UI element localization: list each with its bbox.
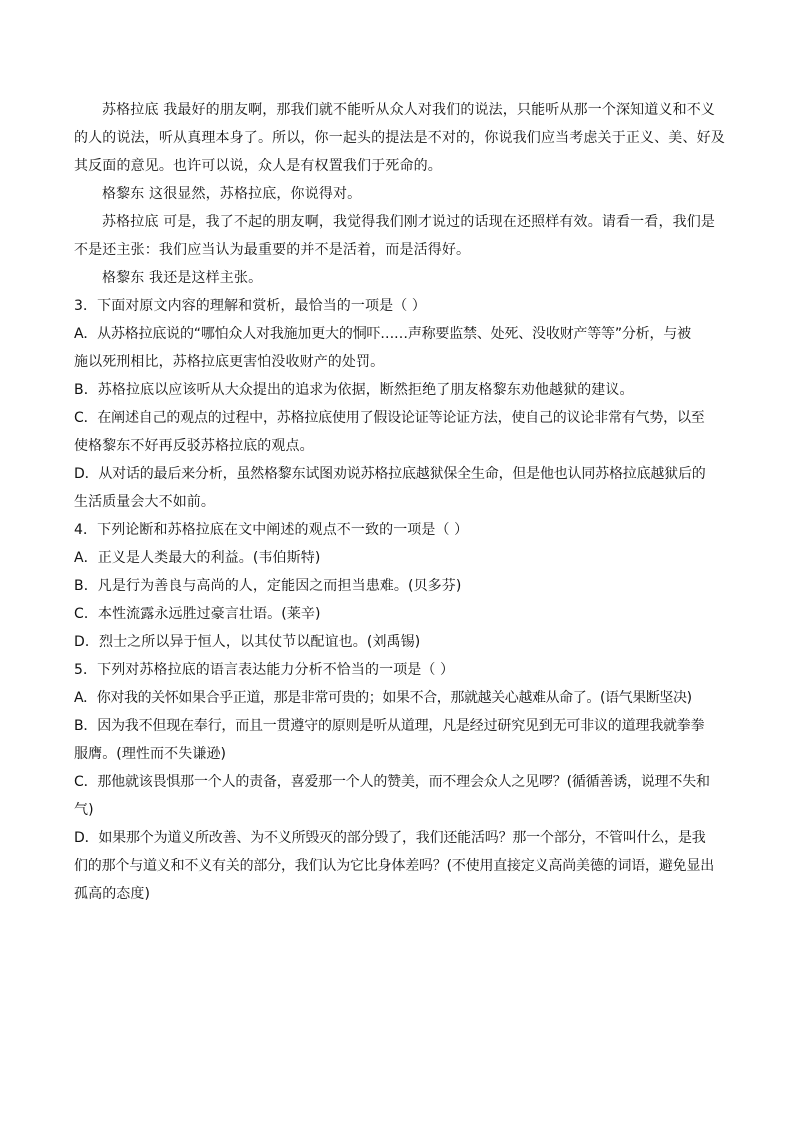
question-4 [74, 516, 726, 656]
option-b: B．凡是行为善良与高尚的人，定能因之而担当患难。(贝多芬) [74, 578, 462, 594]
option-c: C．在阐述自己的观点的过程中，苏格拉底使用了假设论证等论证方法，使自己的议论非常有气势，以至 [74, 410, 705, 426]
question-stem: 4．下列论断和苏格拉底在文中阐述的观点不一致的一项是（ ） [74, 522, 469, 538]
option-d-cont: 孤高的态度) [74, 886, 151, 902]
dialogue-line: 的人的说法，听从真理本身了。所以，你一起头的提法是不对的，你说我们应当考虑关于正义、美、好及 [74, 130, 725, 146]
dialogue-line: 格黎东 这很显然，苏格拉底，你说得对。 [102, 186, 362, 202]
option-a: A．你对我的关怀如果合乎正道，那是非常可贵的；如果不合，那就越关心越难从命了。(语气果断坚决) [74, 690, 692, 706]
dialogue-line: 苏格拉底 可是，我了不起的朋友啊，我觉得我们刚才说过的话现在还照样有效。请看一看，我们是 [102, 214, 716, 230]
option-d-cont: 生活质量会大不如前。 [74, 494, 215, 510]
dialogue-line: 其反面的意见。也许可以说，众人是有权置我们于死命的。 [74, 158, 442, 174]
question-stem: 3．下面对原文内容的理解和赏析，最恰当的一项是（ ） [74, 298, 426, 314]
question-3 [74, 292, 726, 516]
option-d: D．烈士之所以异于恒人，以其仗节以配谊也。(刘禹锡) [74, 634, 421, 650]
option-d: D．从对话的最后来分析，虽然格黎东试图劝说苏格拉底越狱保全生命，但是他也认同苏格拉底越狱后的 [74, 466, 706, 482]
option-b: B．因为我不但现在奉行，而且一贯遵守的原则是听从道理，凡是经过研究见到无可非议的道理我就拳拳 [74, 718, 705, 734]
option-d-cont: 们的那个与道义和不义有关的部分，我们认为它比身体差吗？(不使用直接定义高尚美德的词语，避免显出 [74, 858, 715, 874]
option-a-cont: 施以死刑相比，苏格拉底更害怕没收财产的处罚。 [74, 354, 385, 370]
dialogue-line: 不是还主张：我们应当认为最重要的并不是活着，而是活得好。 [74, 242, 471, 258]
question-stem: 5．下列对苏格拉底的语言表达能力分析不恰当的一项是（ ） [74, 662, 455, 678]
option-c-cont: 使格黎东不好再反驳苏格拉底的观点。 [74, 438, 314, 454]
dialogue-line: 格黎东 我还是这样主张。 [102, 270, 263, 286]
option-c: C．那他就该畏惧那一个人的责备，喜爱那一个人的赞美，而不理会众人之见啰？(循循善诱，说理不失和 [74, 774, 710, 790]
question-5 [74, 656, 726, 908]
option-b-cont: 服膺。(理性而不失谦逊) [74, 746, 227, 762]
option-c: C．本性流露永远胜过豪言壮语。(莱辛) [74, 606, 321, 622]
option-c-cont: 气) [74, 802, 94, 818]
document-page [74, 96, 726, 908]
option-b: B．苏格拉底以应该听从大众提出的追求为依据，断然拒绝了朋友格黎东劝他越狱的建议。 [74, 382, 634, 398]
option-a: A．正义是人类最大的利益。(韦伯斯特) [74, 550, 321, 566]
option-d: D．如果那个为道义所改善、为不义所毁灭的部分毁了，我们还能活吗？那一个部分，不管叫什么，是我 [74, 830, 706, 846]
dialogue-passage [74, 96, 726, 292]
dialogue-line: 苏格拉底 我最好的朋友啊，那我们就不能听从众人对我们的说法，只能听从那一个深知道义和不义 [102, 102, 716, 118]
option-a: A．从苏格拉底说的“哪怕众人对我施加更大的恫吓……声称要监禁、处死、没收财产等等”分析，与被 [74, 326, 691, 342]
